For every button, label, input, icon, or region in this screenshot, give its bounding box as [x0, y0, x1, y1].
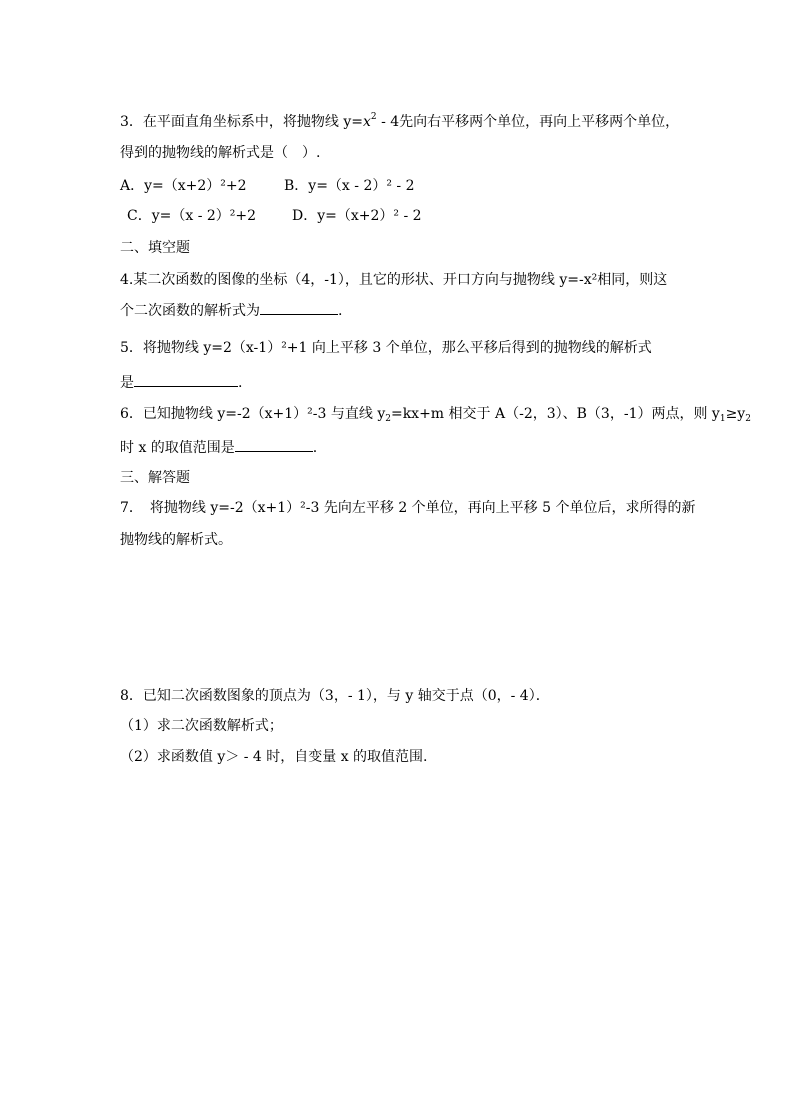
q8-line1: 8．已知二次函数图象的顶点为（3，- 1），与 y 轴交于点（0，- 4）． — [120, 688, 550, 704]
q6-line2-end: . — [312, 440, 318, 456]
q5-answer-blank[interactable] — [134, 372, 238, 387]
q6-line2-text: 时 x 的取值范围是 — [120, 440, 235, 456]
q5-line2-end: . — [238, 375, 243, 391]
q7-line2: 抛物线的解析式。 — [120, 532, 232, 548]
q5-line2 — [120, 372, 242, 393]
q6-answer-blank[interactable] — [235, 437, 313, 452]
q4-answer-blank[interactable] — [260, 300, 338, 315]
q6-sub-2: 2 — [385, 414, 391, 424]
q3-line1-text-a: 3．在平面直角坐标系中，将抛物线 y= — [120, 114, 363, 130]
q6-sub-2b: 2 — [745, 414, 751, 424]
q6-line1-text-a: 6．已知抛物线 y=-2（x+1）²-3 与直线 y — [120, 406, 386, 422]
q3-option-b: B．y=（x - 2）² - 2 — [284, 178, 415, 194]
section-fill-in-heading: 二、填空题 — [120, 240, 190, 256]
q3-x-symbol: x — [363, 114, 371, 130]
q6-line1-text-c: ≥y — [725, 406, 746, 422]
q4-line1: 4.某二次函数的图像的坐标（4，-1），且它的形状、开口方向与抛物线 y=-x²相同，则这 — [120, 272, 668, 288]
q4-line2-end: . — [338, 303, 343, 319]
q6-line2 — [120, 437, 317, 458]
q4-line2-text: 个二次函数的解析式为 — [120, 303, 260, 319]
q3-exponent: 2 — [370, 112, 377, 122]
q3-line1 — [120, 112, 679, 132]
q4-line2 — [120, 300, 342, 321]
q5-line1: 5．将抛物线 y=2（x-1）²+1 向上平移 3 个单位，那么平移后得到的抛物线的解析式 — [120, 340, 652, 356]
q5-line2-text: 是 — [120, 375, 134, 391]
q6-sub-1: 1 — [719, 414, 726, 424]
q6-line1 — [120, 404, 751, 424]
q3-option-c: C．y=（x - 2）²+2 — [127, 208, 257, 224]
q3-option-a: A．y=（x+2）²+2 — [120, 178, 247, 194]
q8-part2: （2）求函数值 y＞ - 4 时，自变量 x 的取值范围. — [120, 749, 428, 765]
q6-line1-text-b: =kx+m 相交于 A（-2，3）、B（3，-1）两点，则 y — [390, 406, 720, 422]
q8-part1: （1）求二次函数解析式； — [120, 718, 283, 734]
q7-line1: 7． 将抛物线 y=-2（x+1）²-3 先向左平移 2 个单位，再向上平移 5 个单位后，求所得的新 — [120, 500, 696, 516]
q3-option-d: D．y=（x+2）² - 2 — [292, 208, 422, 224]
section-solve-heading: 三、解答题 — [120, 470, 190, 486]
q3-line2: 得到的抛物线的解析式是（ ）. — [120, 145, 321, 161]
q3-line1-text-b: - 4先向右平移两个单位，再向上平移两个单位， — [376, 114, 680, 130]
